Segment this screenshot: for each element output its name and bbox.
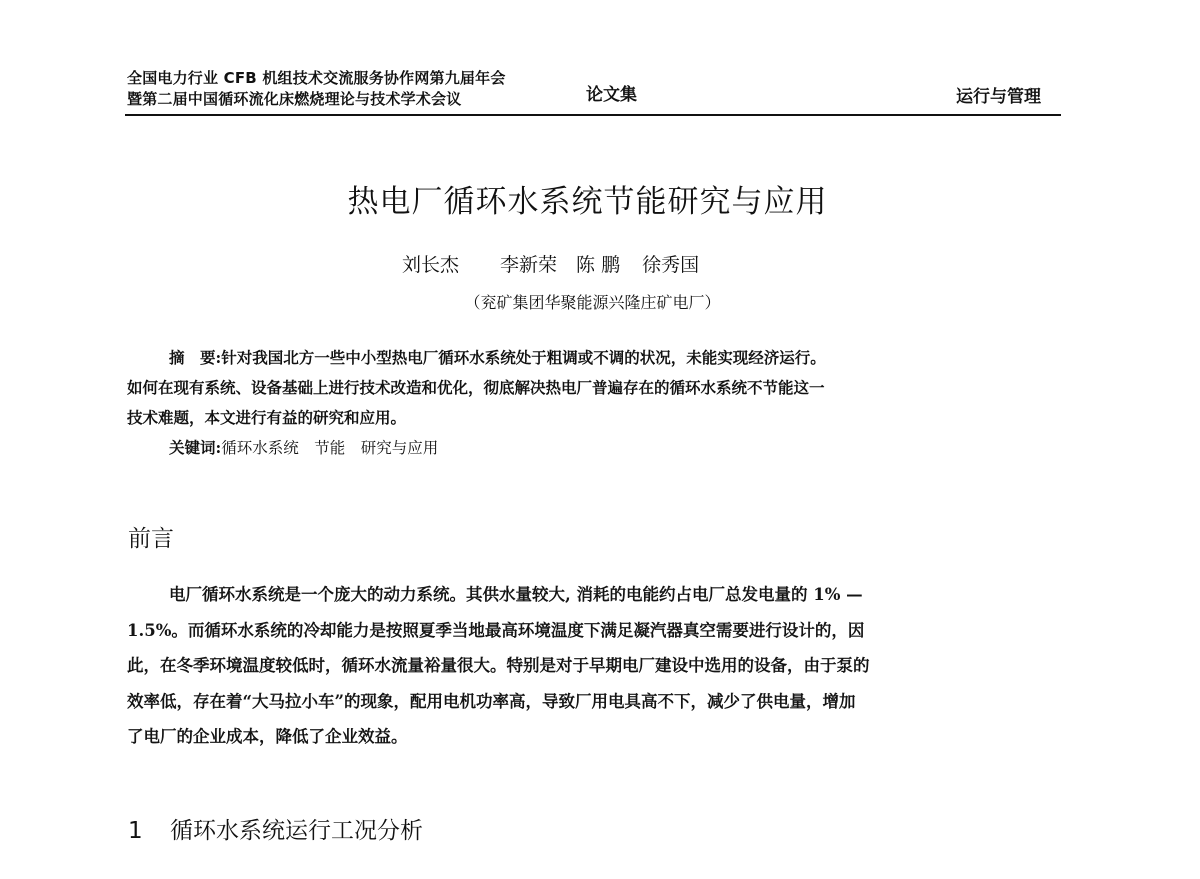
abstract-block [127,343,1062,463]
affiliation: （兖矿集团华聚能源兴隆庄矿电厂） [464,293,721,312]
keywords-items: 循环水系统 节能 研究与应用 [221,439,439,457]
section-heading-text: 循环水系统运行工况分析 [170,818,423,844]
keywords-label: 关键词: [169,438,222,457]
author-1: 刘长杰 [402,254,460,276]
author-2: 李新荣 [500,254,558,276]
abstract-text-1: 针对我国北方一些中小型热电厂循环水系统处于粗调或不调的状况，未能实现经济运行。 [221,348,826,367]
header-rule-divider [125,114,1061,116]
author-3: 陈 鹏 [576,254,621,276]
running-header-conference [127,68,506,110]
paper-title: 热电厂循环水系统节能研究与应用 [347,184,828,220]
author-4: 徐秀国 [642,254,700,276]
abstract-label: 摘 要: [169,348,222,367]
abstract-line-1 [127,343,1062,373]
running-header-collection: 论文集 [586,85,637,105]
section-heading-text: 前言 [128,526,174,552]
section-heading-1 [128,812,423,845]
paragraph-line-5: 了电厂的企业成本，降低了企业效益。 [127,727,408,746]
abstract-line-2: 如何在现有系统、设备基础上进行技术改造和优化，彻底解决热电厂普遍存在的循环水系统不节能这一 [127,378,825,397]
running-header-section: 运行与管理 [956,87,1041,107]
section-heading-preface [128,520,174,553]
paragraph-line-3: 此，在冬季环境温度较低时，循环水流量裕量很大。特别是对于早期电厂建设中选用的设备，由于泵的 [127,656,870,675]
paragraph-line-4: 效率低，存在着“大马拉小车”的现象，配用电机功率高，导致厂用电具高不下，减少了供电量，增加 [127,691,856,711]
paragraph-line-1: 电厂循环水系统是一个庞大的动力系统。其供水量较大, 消耗的电能约占电厂总发电量的 1% — [169,585,863,604]
keywords-line [127,433,1062,463]
conference-line-2: 暨第二届中国循环流化床燃烧理论与技术学术会议 [127,90,462,108]
author-list [402,250,699,277]
section-number: 1 [128,818,143,844]
paragraph-line-2: 1.5%。而循环水系统的冷却能力是按照夏季当地最高环境温度下满足凝汽器真空需要进行设计的，因 [127,620,865,640]
conference-line-1: 全国电力行业 CFB 机组技术交流服务协作网第九届年会 [127,69,506,87]
abstract-line-3: 技术难题，本文进行有益的研究和应用。 [127,408,407,427]
preface-paragraph [127,577,1067,755]
